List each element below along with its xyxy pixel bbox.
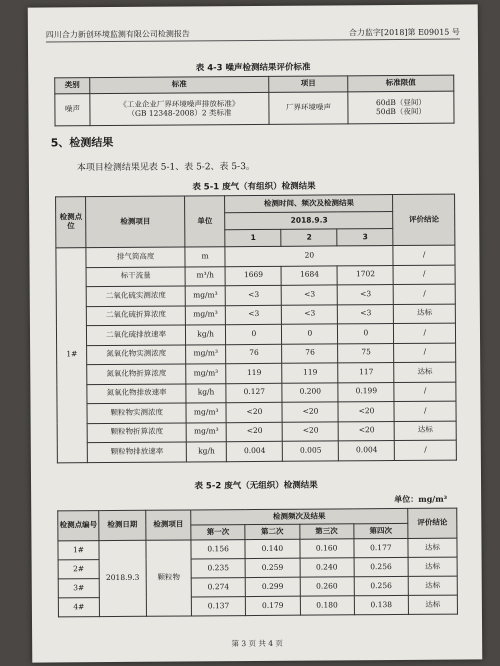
section-title: 5、检测结果 — [50, 135, 114, 150]
value-cell: 0.138 — [354, 595, 408, 614]
th52-point: 检测点编号 — [58, 511, 99, 541]
unit-cell: mg/m³ — [185, 305, 226, 325]
value-cell: 0.240 — [300, 558, 354, 577]
unit-cell: mg/m³ — [185, 344, 226, 364]
th-limit: 标准限值 — [348, 75, 454, 92]
th51-n3: 3 — [337, 229, 393, 246]
unit-cell: m³/h — [185, 266, 226, 286]
th52-c3: 第三次 — [299, 524, 353, 539]
value-cell: 119 — [282, 363, 338, 383]
eval-cell: / — [393, 245, 455, 265]
value-cell: 0.200 — [282, 382, 338, 402]
eval-cell: / — [394, 382, 456, 402]
value-cell: 0.260 — [300, 577, 354, 596]
th-item: 项目 — [269, 76, 348, 93]
item-cell: 颗粒物排放速率 — [88, 442, 187, 462]
eval-cell: 达标 — [408, 557, 457, 576]
value-cell: 0.256 — [354, 557, 408, 576]
page-footer: 第 3 页 共 4 页 — [231, 638, 283, 649]
value-cell: 0.156 — [191, 540, 245, 559]
eval-cell: 达标 — [408, 538, 457, 557]
value-cell: 0.299 — [245, 577, 299, 596]
value-cell: 0.160 — [299, 539, 353, 558]
value-cell: <3 — [226, 305, 282, 325]
value-cell: <3 — [282, 285, 338, 305]
value-cell: 1684 — [281, 265, 337, 285]
value-cell: 1702 — [337, 265, 393, 285]
value-cell: 0.177 — [354, 538, 408, 557]
eval-cell: 达标 — [408, 595, 457, 614]
item-cell: 二氧化硫实测浓度 — [87, 286, 186, 306]
value-cell: 0.259 — [245, 558, 299, 577]
th51-unit: 单位 — [184, 196, 225, 247]
unit-cell: mg/m³ — [185, 286, 226, 306]
th51-n2: 2 — [281, 229, 337, 246]
standard-line1: 《工业企业厂界环境噪声排放标准》 — [119, 98, 240, 109]
value-cell: 0.140 — [245, 539, 299, 558]
item-cell: 二氧化硫折算浓度 — [87, 305, 186, 325]
value-cell: 0.199 — [338, 382, 394, 402]
standard-line2: （GB 12348-2008）2 类标准 — [127, 107, 232, 118]
noise-standard-table — [54, 75, 454, 127]
limit-day: 60dB（昼间） — [375, 97, 426, 108]
point-cell: 1# — [56, 248, 88, 463]
noise-standard — [90, 92, 269, 125]
point-cell: 2# — [58, 560, 99, 579]
eval-cell: / — [394, 284, 456, 304]
eval-cell: 达标 — [395, 421, 457, 441]
noise-item: 厂界环境噪声 — [269, 92, 348, 125]
table52-caption: 表 5-2 废气（无组织）检测结果 — [194, 480, 318, 492]
th51-point: 检测点位 — [56, 197, 87, 248]
th51-eval: 评价结论 — [393, 194, 455, 245]
item-cell: 颗粒物 — [146, 540, 192, 616]
value-cell: <20 — [282, 402, 338, 422]
point-cell: 1# — [58, 541, 99, 560]
th52-c1: 第一次 — [191, 525, 245, 540]
value-cell: 0.180 — [300, 596, 354, 615]
value-cell: 76 — [226, 344, 282, 364]
value-cell: <20 — [227, 422, 283, 442]
value-cell: <3 — [226, 285, 282, 305]
value-cell: <20 — [226, 402, 282, 422]
value-cell: <3 — [338, 285, 394, 305]
table43-caption: 表 4-3 噪声检测结果评价标准 — [195, 62, 311, 74]
noise-limit — [348, 91, 454, 124]
eval-cell: 达标 — [408, 576, 457, 595]
value-cell: 76 — [282, 343, 338, 363]
value-cell: 119 — [226, 363, 282, 383]
value-cell: <3 — [282, 304, 338, 324]
value-cell: 0.004 — [227, 441, 283, 461]
eval-cell: 达标 — [394, 362, 456, 382]
item-cell: 氮氧化物实测浓度 — [87, 344, 186, 364]
report-page — [28, 4, 483, 662]
company-name: 四川合力新创环境监测有限公司检测报告 — [45, 29, 190, 40]
point-cell: 3# — [58, 579, 99, 598]
page-header — [46, 25, 460, 43]
section-paragraph: 本项目检测结果见表 5-1、表 5-2、表 5-3。 — [76, 161, 255, 174]
value-cell: 0.005 — [283, 441, 339, 461]
th51-item: 检测项目 — [86, 196, 185, 248]
value-cell: 0.179 — [246, 596, 300, 615]
value-cell: 75 — [338, 343, 394, 363]
table-row — [57, 440, 456, 462]
unit-cell: mg/m³ — [186, 422, 227, 442]
value-cell: 0 — [282, 324, 338, 344]
value-cell: 0.235 — [191, 559, 245, 578]
unit-cell: kg/h — [185, 325, 226, 345]
date-cell: 2018.9.3 — [99, 540, 147, 616]
item-cell: 氮氧化物折算浓度 — [87, 364, 186, 384]
th-category: 类别 — [55, 78, 90, 94]
eval-cell: / — [393, 265, 455, 285]
eval-cell: / — [394, 401, 456, 421]
unit-cell: mg/m³ — [186, 403, 227, 423]
item-cell: 氮氧化物排放速率 — [87, 383, 186, 403]
th51-time: 检测时间、频次及检测结果 — [225, 195, 393, 213]
item-cell: 二氧化硫排放速率 — [87, 325, 186, 345]
unit-cell: kg/h — [186, 442, 227, 462]
th51-date: 2018.9.3 — [225, 212, 393, 230]
noise-category: 噪声 — [55, 94, 90, 126]
th52-date: 检测日期 — [99, 510, 146, 540]
value-cell: 0.004 — [339, 441, 395, 461]
unorganized-emission-table — [57, 508, 458, 618]
organized-emission-table — [55, 194, 457, 463]
eval-cell: / — [394, 343, 456, 363]
item-cell: 颗粒物折算浓度 — [88, 422, 187, 442]
th51-n1: 1 — [225, 229, 281, 246]
value-cell: 0.137 — [191, 597, 245, 616]
eval-cell: 达标 — [394, 304, 456, 324]
unit-cell: kg/h — [186, 383, 227, 403]
th52-c4: 第四次 — [354, 523, 408, 538]
th52-item: 检测项目 — [146, 510, 191, 540]
th52-c2: 第二次 — [245, 524, 299, 539]
unit-cell: m — [185, 247, 226, 267]
value-cell: 1669 — [225, 266, 281, 286]
th52-eval: 评价结论 — [408, 508, 457, 538]
value-cell: 117 — [338, 363, 394, 383]
limit-night: 50dB（夜间） — [375, 106, 426, 116]
value-cell: 0.127 — [226, 383, 282, 403]
value-cell: 0 — [226, 324, 282, 344]
value-cell: 0.274 — [191, 578, 245, 597]
merged-value-cell: 20 — [225, 246, 393, 267]
value-cell: <20 — [338, 402, 394, 422]
value-cell: <20 — [339, 421, 395, 441]
t51-body — [56, 245, 456, 462]
item-cell: 颗粒物实测浓度 — [87, 403, 186, 423]
report-number: 合力监字[2018]第 E09015 号 — [348, 27, 460, 38]
point-cell: 4# — [58, 598, 99, 617]
eval-cell: / — [395, 440, 457, 460]
item-cell: 标干流量 — [86, 266, 185, 286]
value-cell: 0.256 — [354, 576, 408, 595]
unit-cell: mg/m³ — [186, 364, 227, 384]
table52-unit-note: 单位：mg/m³ — [394, 493, 448, 505]
eval-cell: / — [394, 323, 456, 343]
th-standard: 标准 — [90, 76, 269, 93]
table51-caption: 表 5-1 废气（有组织）检测结果 — [192, 181, 316, 193]
th52-freq: 检测频次及结果 — [191, 508, 408, 525]
value-cell: 0 — [338, 324, 394, 344]
value-cell: <20 — [283, 421, 339, 441]
item-cell: 排气筒高度 — [86, 247, 185, 267]
t52-body — [58, 538, 458, 617]
value-cell: <3 — [338, 304, 394, 324]
